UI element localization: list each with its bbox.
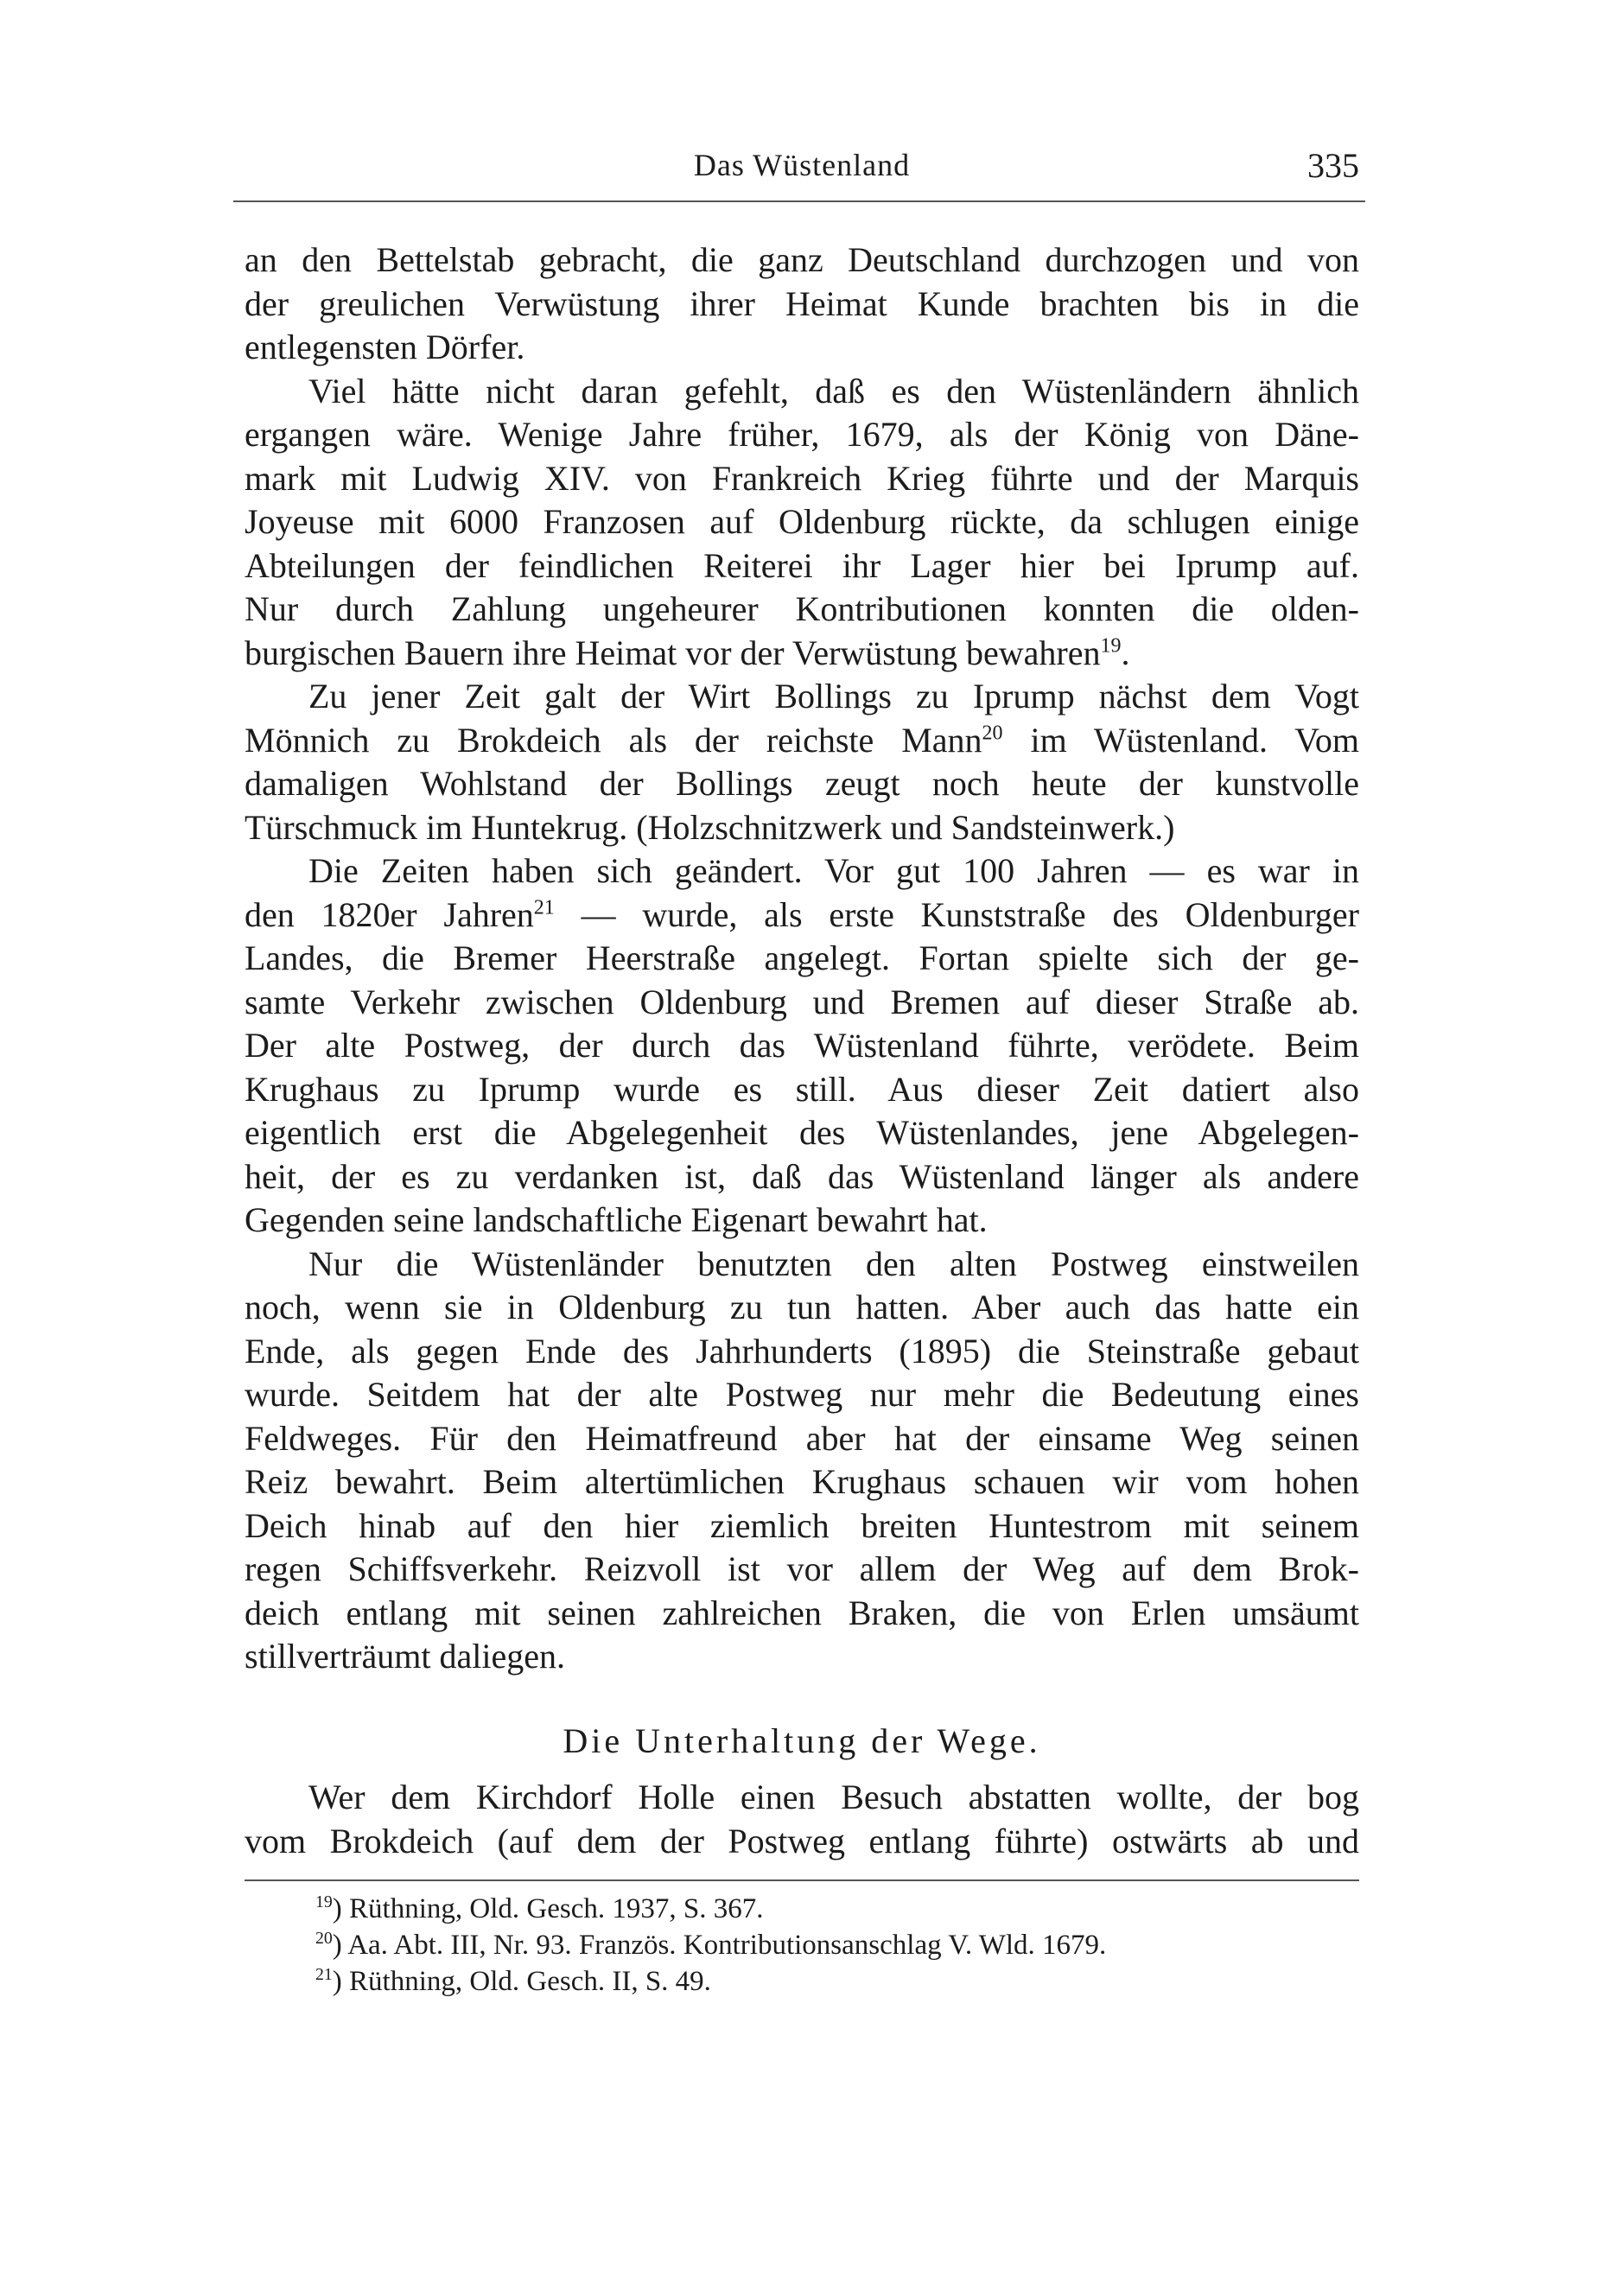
text-line: Wer dem Kirchdorf Holle einen Besuch abstatten wollte, der bog [308, 1778, 1359, 1816]
text-line [245, 632, 1359, 676]
footnotes [315, 1891, 1361, 2000]
footnote-rule [245, 1879, 1359, 1881]
section-heading: Die Unterhaltung der Wege. [563, 1721, 1041, 1760]
line-text: — wurde, als erste Kunststraße des Oldenburger [554, 894, 1359, 934]
text-line: samte Verkehr zwischen Oldenburg und Bremen auf dieser Straße ab. [245, 982, 1359, 1021]
running-title: Das Wüstenland [693, 148, 911, 182]
footnote: $^{19}$) Rüthning, Old. Gesch. 1937, S. 367. [315, 1892, 764, 1924]
text-line: Reiz bewahrt. Beim altertümlichen Krughaus schauen wir vom hohen [245, 1462, 1359, 1501]
text-line: Abteilungen der feindlichen Reiterei ihr Lager hier bei Iprump auf. [245, 545, 1359, 585]
footnote-text: Aa. Abt. III, Nr. 93. Französ. Kontributionsanschlag V. Wld. 1679. [347, 1930, 1107, 1961]
footnote-number: 19 [315, 1892, 333, 1911]
text-line: an den Bettelstab gebracht, die ganz Deutschland durchzogen und von [245, 240, 1359, 279]
footnote-reference[interactable]: 21 [533, 896, 555, 919]
text-line: Krughaus zu Iprump wurde es still. Aus dieser Zeit datiert also [245, 1069, 1359, 1109]
line-text: burgischen Bauern ihre Heimat vor der Verwüstung bewahren [245, 633, 1101, 672]
text-line: Gegenden seine landschaftliche Eigenart bewahrt hat. [245, 1200, 988, 1239]
running-head [245, 138, 1359, 199]
text-line: Nur durch Zahlung ungeheurer Kontributionen konnten die olden- [245, 589, 1359, 628]
text-line: noch, wenn sie in Oldenburg zu tun hatten. Aber auch das hatte ein [245, 1288, 1359, 1326]
text-line: der greulichen Verwüstung ihrer Heimat Kunde brachten bis in die [245, 283, 1359, 323]
text-line: deich entlang mit seinen zahlreichen Braken, die von Erlen umsäumt [245, 1593, 1359, 1632]
paragraph [245, 239, 1359, 370]
footnote-number: 21 [315, 1965, 333, 1984]
text-line [245, 719, 1359, 763]
text-line: mark mit Ludwig XIV. von Frankreich Krieg führte und der Marquis [245, 458, 1359, 498]
paragraph [245, 370, 1359, 676]
text-line: heit, der es zu verdanken ist, daß das Wüstenland länger als andere [245, 1156, 1359, 1196]
text-line: Joyeuse mit 6000 Franzosen auf Oldenburg rückte, da schlugen einige [245, 502, 1359, 541]
text-line: ergangen wäre. Wenige Jahre früher, 1679, als der König von Däne- [245, 415, 1359, 454]
footnote-text: Rüthning, Old. Gesch. II, S. 49. [349, 1966, 711, 1997]
text-line: Türschmuck im Huntekrug. (Holzschnitzwerk und Sandsteinwerk.) [245, 807, 1175, 847]
text-line: Die Zeiten haben sich geändert. Vor gut 100 Jahren — es war in [308, 851, 1359, 890]
text-line [245, 894, 1359, 938]
footnote-reference[interactable]: 19 [1100, 634, 1122, 658]
text-line: Zu jener Zeit galt der Wirt Bollings zu Iprump nächst dem Vogt [308, 677, 1359, 716]
line-text: im Wüstenland. Vom [1002, 720, 1359, 760]
text-line: stillverträumt daliegen. [245, 1637, 565, 1676]
line-end: . [1121, 633, 1130, 672]
text-line: vom Brokdeich (auf dem der Postweg entlang führte) ostwärts ab und [245, 1821, 1359, 1860]
line-text: den 1820er Jahren [245, 894, 534, 934]
text-line: wurde. Seitdem hat der alte Postweg nur mehr die Bedeutung eines [245, 1375, 1359, 1414]
footnote: $^{21}$) Rüthning, Old. Gesch. II, S. 49. [315, 1965, 711, 1997]
body-text [245, 239, 1359, 1679]
text-line: damaligen Wohlstand der Bollings zeugt noch heute der kunstvolle [245, 764, 1359, 803]
text-line: eigentlich erst die Abgelegenheit des Wüstenlandes, jene Abgelegen- [245, 1113, 1359, 1152]
text-line: Viel hätte nicht daran gefehlt, daß es den Wüstenländern ähnlich [308, 371, 1359, 410]
footnote-text: Rüthning, Old. Gesch. 1937, S. 367. [349, 1893, 764, 1924]
paragraph [245, 849, 1359, 1243]
paragraph [245, 675, 1359, 849]
footnote-number: 20 [315, 1929, 333, 1948]
header-rule [233, 200, 1365, 202]
text-line: Ende, als gegen Ende des Jahrhunderts (1895) die Steinstraße gebaut [245, 1331, 1359, 1371]
line-text: Mönnich zu Brokdeich als der reichste Mann [245, 720, 982, 760]
text-line: Der alte Postweg, der durch das Wüstenland führte, verödete. Beim [245, 1026, 1359, 1065]
page-number: 335 [1307, 146, 1359, 185]
text-line: Feldweges. Für den Heimatfreund aber hat der einsame Weg seinen [245, 1418, 1359, 1458]
text-line: Nur die Wüstenländer benutzten den alten Postweg einstweilen [308, 1243, 1359, 1283]
footnote-reference[interactable]: 20 [982, 722, 1003, 745]
text-line: regen Schiffsverkehr. Reizvoll ist vor allem der Weg auf dem Brok- [245, 1549, 1359, 1588]
text-line: Deich hinab auf den hier ziemlich breiten Huntestrom mit seinem [245, 1505, 1359, 1545]
footnote: $^{20}$) Aa. Abt. III, Nr. 93. Französ. Kontributionsanschlag V. Wld. 1679. [315, 1929, 1107, 1961]
section-paragraph [245, 1776, 1359, 1863]
paragraph [245, 1243, 1359, 1679]
text-line: entlegensten Dörfer. [245, 328, 525, 366]
text-line: Landes, die Bremer Heerstraße angelegt. Fortan spielte sich der ge- [245, 938, 1359, 977]
